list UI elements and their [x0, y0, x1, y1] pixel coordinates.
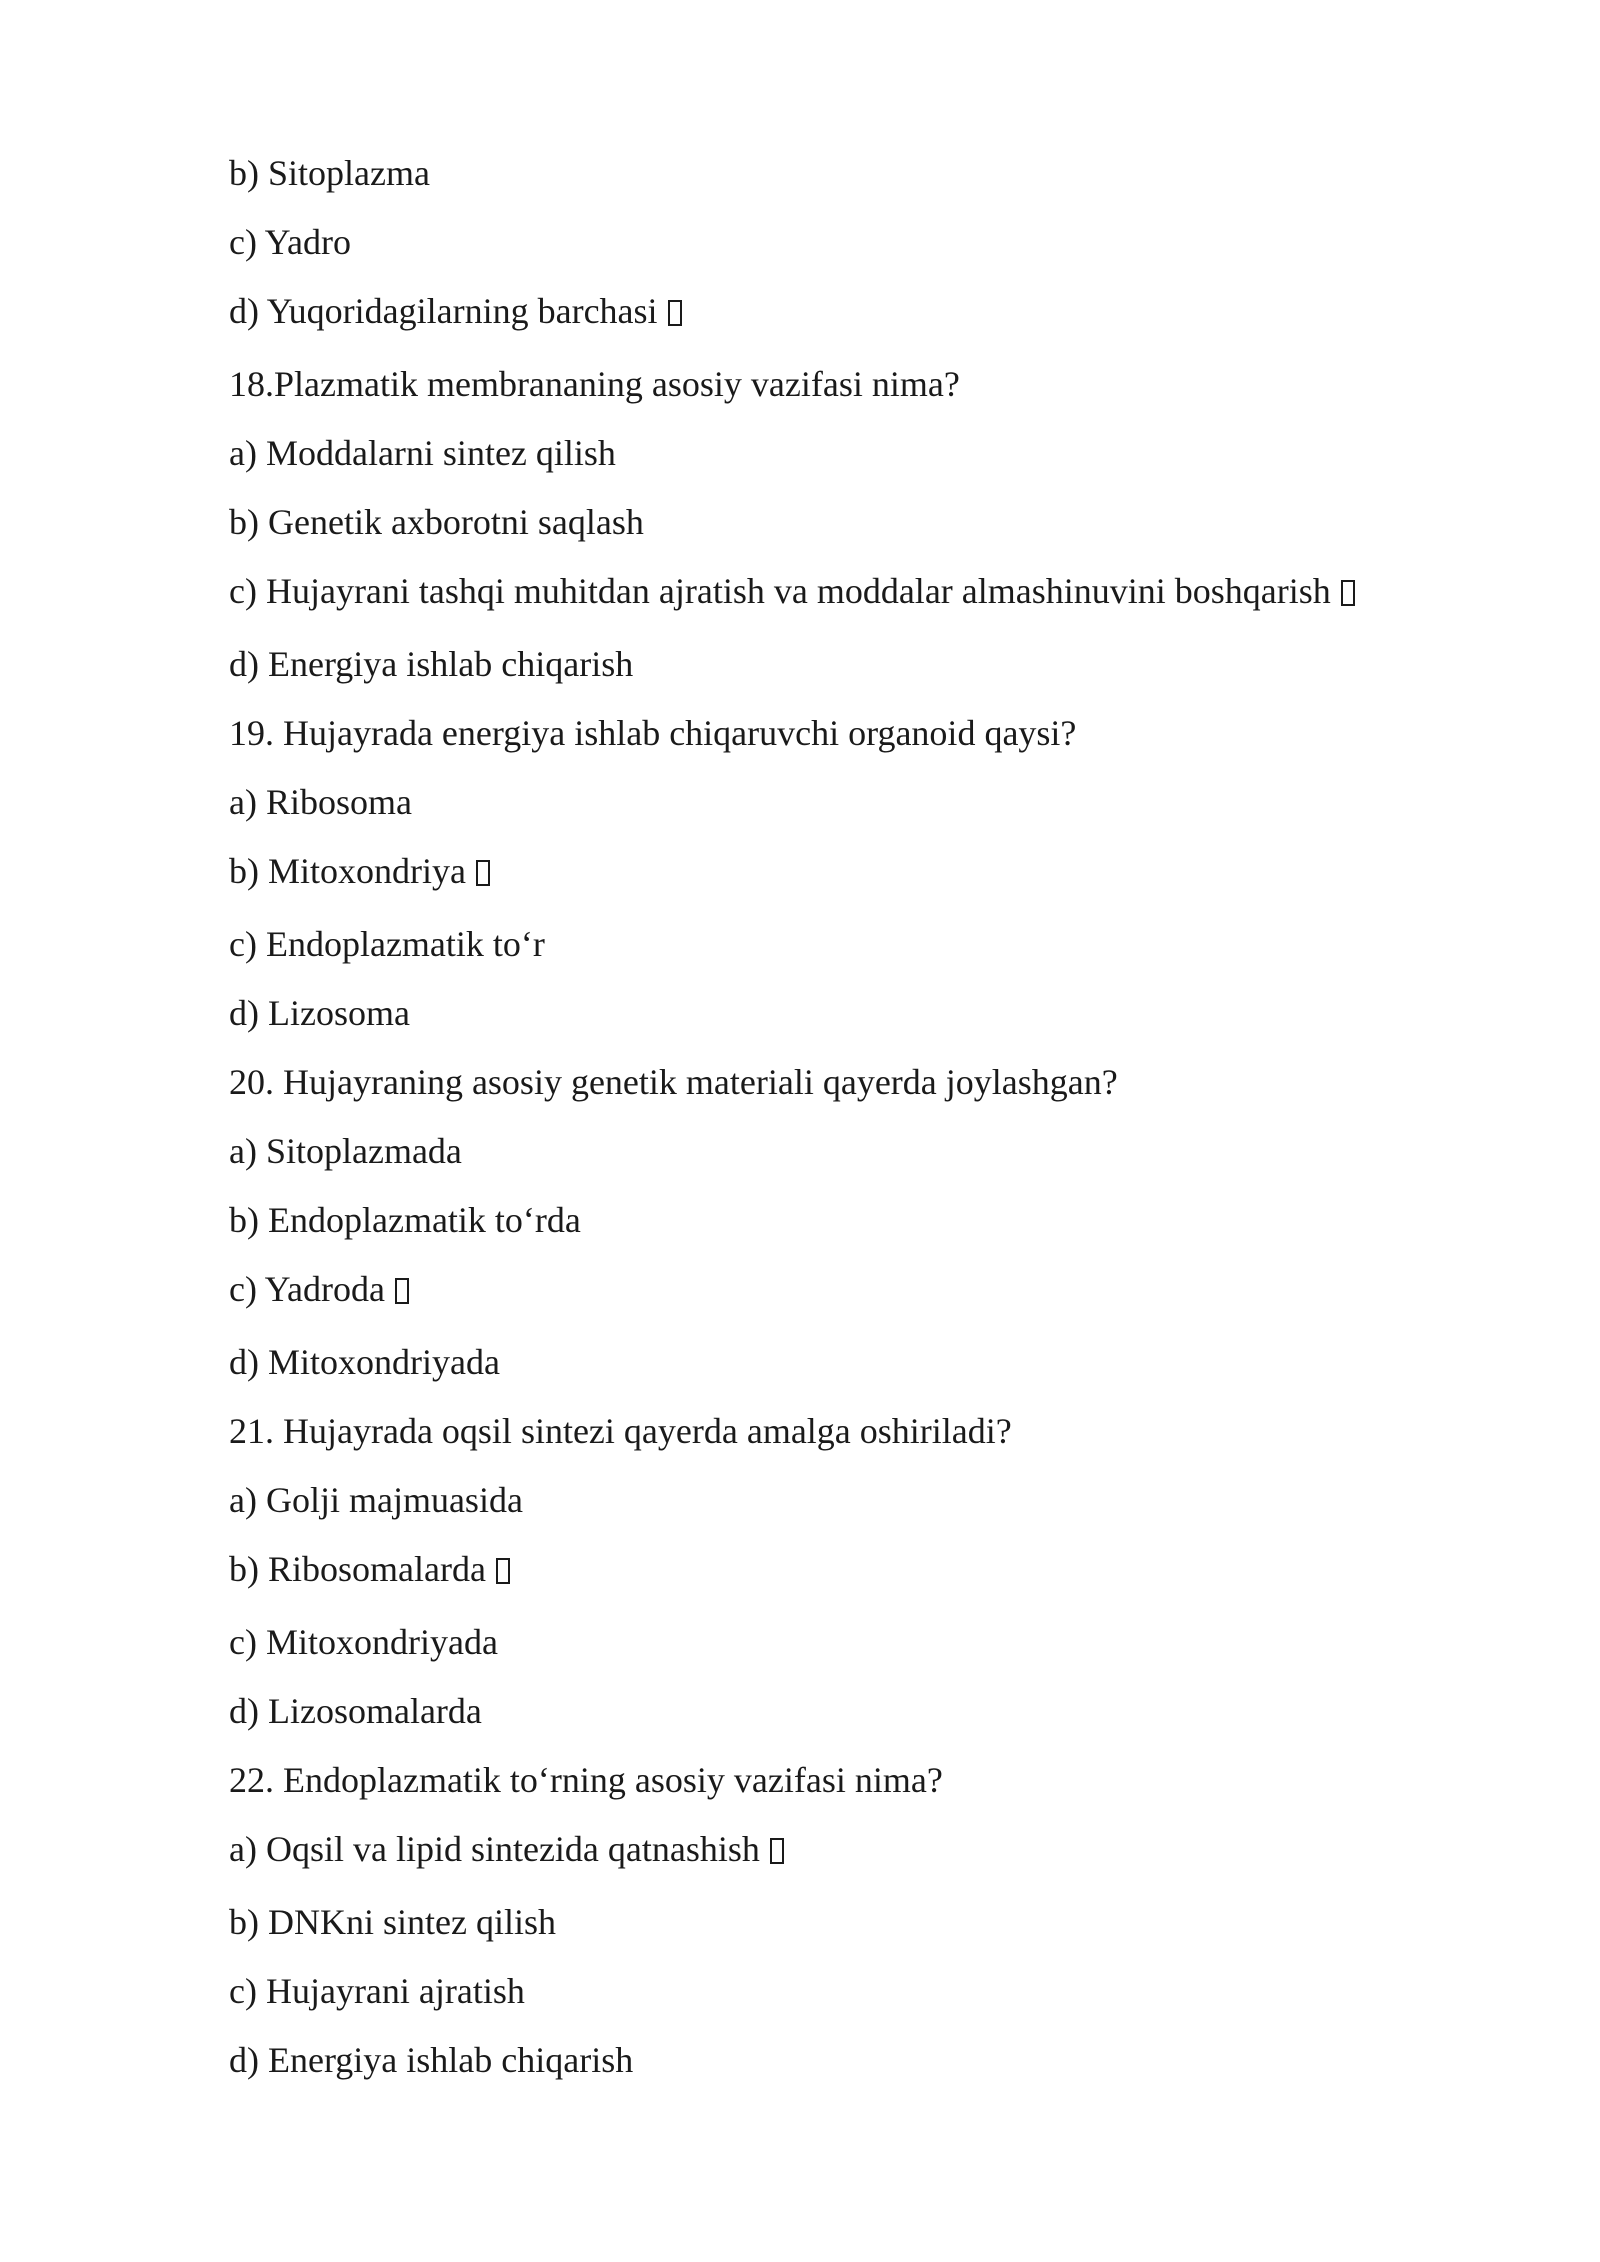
- answer-option: [229, 777, 1489, 846]
- line-text: a) Golji majmuasida: [229, 1480, 523, 1520]
- line-text: d) Energiya ishlab chiqarish: [229, 2040, 634, 2080]
- question-text: [229, 708, 1489, 777]
- answer-option: [229, 1126, 1489, 1195]
- answer-option: [229, 1195, 1489, 1264]
- line-text: 18.Plazmatik membrananing asosiy vazifasi nima?: [229, 364, 960, 404]
- line-text: c) Mitoxondriyada: [229, 1622, 498, 1662]
- line-text: b) Sitoplazma: [229, 153, 430, 193]
- answer-option: [229, 2035, 1489, 2104]
- line-text: d) Lizosomalarda: [229, 1691, 482, 1731]
- document-content: [229, 148, 1489, 2104]
- line-text: a) Moddalarni sintez qilish: [229, 433, 616, 473]
- answer-option: [229, 988, 1489, 1057]
- answer-option-correct: [229, 1544, 1489, 1617]
- correct-mark-icon: [476, 860, 490, 886]
- line-text: d) Energiya ishlab chiqarish: [229, 644, 634, 684]
- line-text: 22. Endoplazmatik to‘rning asosiy vazifasi nima?: [229, 1760, 943, 1800]
- line-text: d) Yuqoridagilarning barchasi: [229, 291, 658, 331]
- correct-mark-icon: [395, 1278, 409, 1304]
- answer-option: [229, 1897, 1489, 1966]
- answer-option-correct: [229, 566, 1489, 639]
- line-text: a) Oqsil va lipid sintezida qatnashish: [229, 1829, 760, 1869]
- line-text: d) Lizosoma: [229, 993, 410, 1033]
- correct-mark-icon: [668, 300, 682, 326]
- question-text: [229, 1406, 1489, 1475]
- question-text: [229, 1057, 1489, 1126]
- line-text: a) Ribosoma: [229, 782, 412, 822]
- answer-option: [229, 428, 1489, 497]
- answer-option: [229, 1617, 1489, 1686]
- line-text: 20. Hujayraning asosiy genetik materiali qayerda joylashgan?: [229, 1062, 1118, 1102]
- correct-mark-icon: [496, 1558, 510, 1584]
- answer-option-correct: [229, 1824, 1489, 1897]
- answer-option-correct: [229, 1264, 1489, 1337]
- question-text: [229, 359, 1489, 428]
- answer-option: [229, 919, 1489, 988]
- line-text: c) Hujayrani ajratish: [229, 1971, 525, 2011]
- answer-option: [229, 148, 1489, 217]
- question-text: [229, 1755, 1489, 1824]
- answer-option: [229, 1686, 1489, 1755]
- correct-mark-icon: [770, 1838, 784, 1864]
- line-text: b) Mitoxondriya: [229, 851, 466, 891]
- correct-mark-icon: [1341, 580, 1355, 606]
- answer-option-correct: [229, 846, 1489, 919]
- line-text: c) Hujayrani tashqi muhitdan ajratish va moddalar almashinuvini boshqarish: [229, 571, 1331, 611]
- answer-option-correct: [229, 286, 1489, 359]
- answer-option: [229, 1966, 1489, 2035]
- line-text: c) Yadro: [229, 222, 351, 262]
- answer-option: [229, 639, 1489, 708]
- line-text: c) Yadroda: [229, 1269, 385, 1309]
- line-text: 19. Hujayrada energiya ishlab chiqaruvchi organoid qaysi?: [229, 713, 1077, 753]
- line-text: a) Sitoplazmada: [229, 1131, 462, 1171]
- line-text: b) Genetik axborotni saqlash: [229, 502, 644, 542]
- answer-option: [229, 1475, 1489, 1544]
- line-text: c) Endoplazmatik to‘r: [229, 924, 545, 964]
- line-text: b) Ribosomalarda: [229, 1549, 486, 1589]
- line-text: 21. Hujayrada oqsil sintezi qayerda amalga oshiriladi?: [229, 1411, 1012, 1451]
- answer-option: [229, 1337, 1489, 1406]
- answer-option: [229, 217, 1489, 286]
- line-text: b) Endoplazmatik to‘rda: [229, 1200, 581, 1240]
- line-text: d) Mitoxondriyada: [229, 1342, 500, 1382]
- answer-option: [229, 497, 1489, 566]
- line-text: b) DNKni sintez qilish: [229, 1902, 556, 1942]
